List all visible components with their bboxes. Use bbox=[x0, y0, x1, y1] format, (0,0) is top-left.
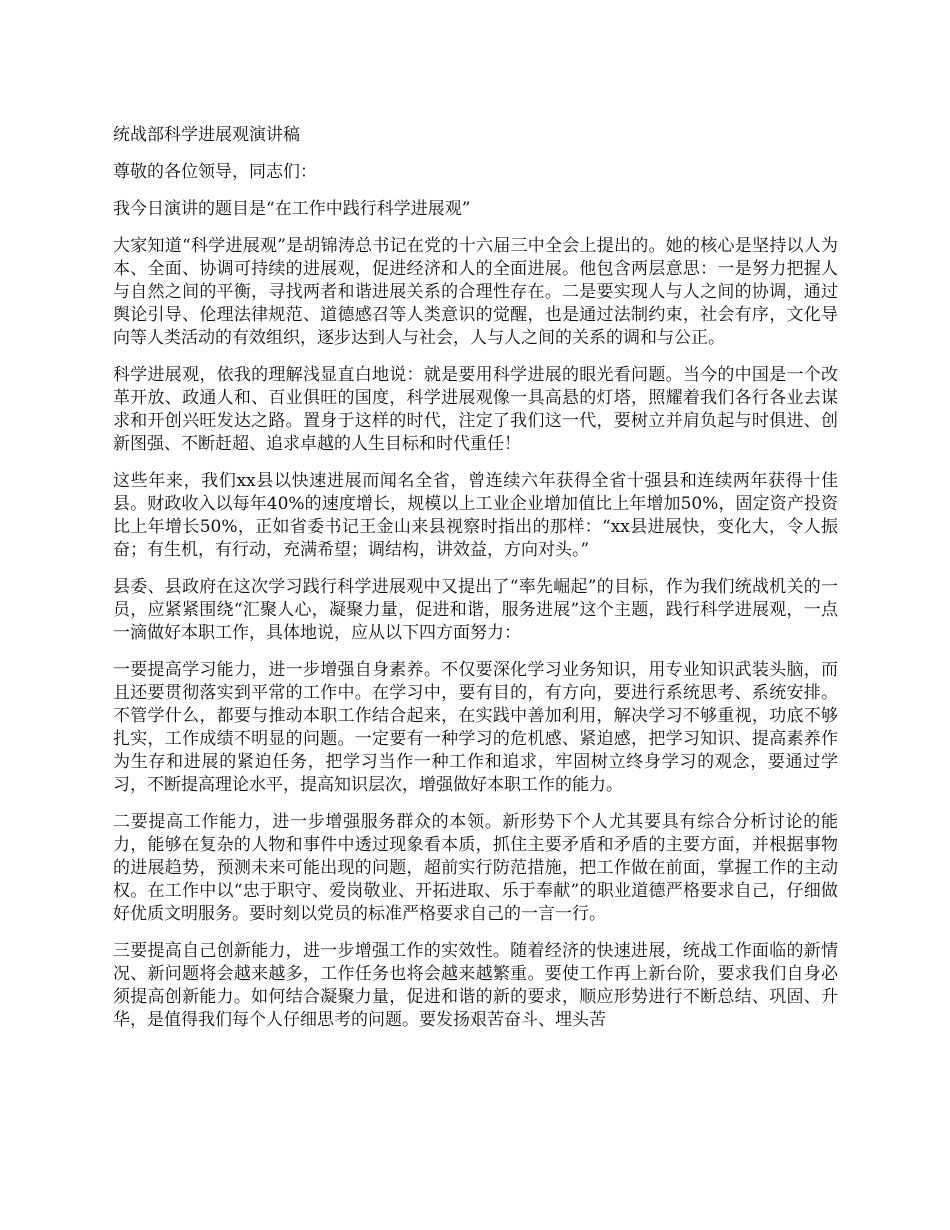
paragraph-goals: 县委、县政府在这次学习践行科学进展观中又提出了“率先崛起”的目标，作为我们统战机关的一员，应紧紧围绕“汇聚人心，凝聚力量，促进和谐，服务进展”这个主题，践行科学进展观，一点一滴做好本职工作，具体地说，应从以下四方面努力： bbox=[113, 577, 838, 643]
salutation: 尊敬的各位领导，同志们： bbox=[113, 162, 317, 182]
paragraph-understanding: 科学进展观，依我的理解浅显直白地说：就是要用科学进展的眼光看问题。当今的中国是一个改革开放、政通人和、百业俱旺的国度，科学进展观像一具高悬的灯塔，照耀着我们各行各业去谋求和开创兴旺发达之路。置身于这样的时代，注定了我们这一代，要树立并肩负起与时俱进、创新图强、不断赶超、追求卓越的人生目标和时代重任！ bbox=[113, 365, 838, 454]
paragraph-topic: 我今日演讲的题目是“在工作中践行科学进展观” bbox=[113, 199, 471, 219]
paragraph-learning-ability: 一要提高学习能力，进一步增强自身素养。不仅要深化学习业务知识，用专业知识武装头脑，而且还要贯彻落实到平常的工作中。在学习中，要有目的，有方向，要进行系统思考、系统安排。不管学什么，都要与推动本职工作结合起来，在实践中善加利用，解决学习不够重视，功底不够扎实，工作成绩不明显的问题。一定要有一种学习的危机感、紧迫感，把学习知识、提高素养作为生存和进展的紧迫任务，把学习当作一种工作和追求，牢固树立终身学习的观念，要通过学习，不断提高理论水平，提高知识层次，增强做好本职工作的能力。 bbox=[113, 660, 838, 795]
document-body bbox=[113, 124, 838, 1046]
document-title: 统战部科学进展观演讲稿 bbox=[113, 125, 300, 145]
paragraph-work-ability: 二要提高工作能力，进一步增强服务群众的本领。新形势下个人尤其要具有综合分析讨论的能力，能够在复杂的人物和事件中透过现象看本质，抓住主要矛盾和矛盾的主要方面，并根据事物的进展趋势，预测未来可能出现的问题，超前实行防范措施，把工作做在前面，掌握工作的主动权。在工作中以“忠于职守、爱岗敬业、开拓进取、乐于奉献”的职业道德严格要求自己，仔细做好优质文明服务。要时刻以党员的标准严格要求自己的一言一行。 bbox=[113, 812, 838, 924]
paragraph-definition: 大家知道“科学进展观”是胡锦涛总书记在党的十六届三中全会上提出的。她的核心是坚持以人为本、全面、协调可持续的进展观，促进经济和人的全面进展。他包含两层意思：一是努力把握人与自然之间的平衡，寻找两者和谐进展关系的合理性存在。二是要实现人与人之间的协调，通过舆论引导、伦理法律规范、道德感召等人类意识的觉醒，也是通过法制约束，社会有序，文化导向等人类活动的有效组织，逐步达到人与社会，人与人之间的关系的调和与公正。 bbox=[113, 236, 838, 348]
paragraph-innovation-ability: 三要提高自己创新能力，进一步增强工作的实效性。随着经济的快速进展，统战工作面临的新情况、新问题将会越来越多，工作任务也将会越来越繁重。要使工作再上新台阶，要求我们自身必须提高创新能力。如何结合凝聚力量，促进和谐的新的要求，顺应形势进行不断总结、巩固、升华，是值得我们每个人仔细思考的问题。要发扬艰苦奋斗、埋头苦 bbox=[113, 941, 838, 1030]
paragraph-county-development: 这些年来，我们xx县以快速进展而闻名全省，曾连续六年获得全省十强县和连续两年获得十佳县。财政收入以每年40%的速度增长，规模以上工业企业增加值比上年增加50%，固定资产投资比上年增长50%，正如省委书记王金山来县视察时指出的那样：“xx县进展快，变化大，令人振奋；有生机，有行动，充满希望；调结构，讲效益，方向对头。” bbox=[113, 471, 838, 560]
